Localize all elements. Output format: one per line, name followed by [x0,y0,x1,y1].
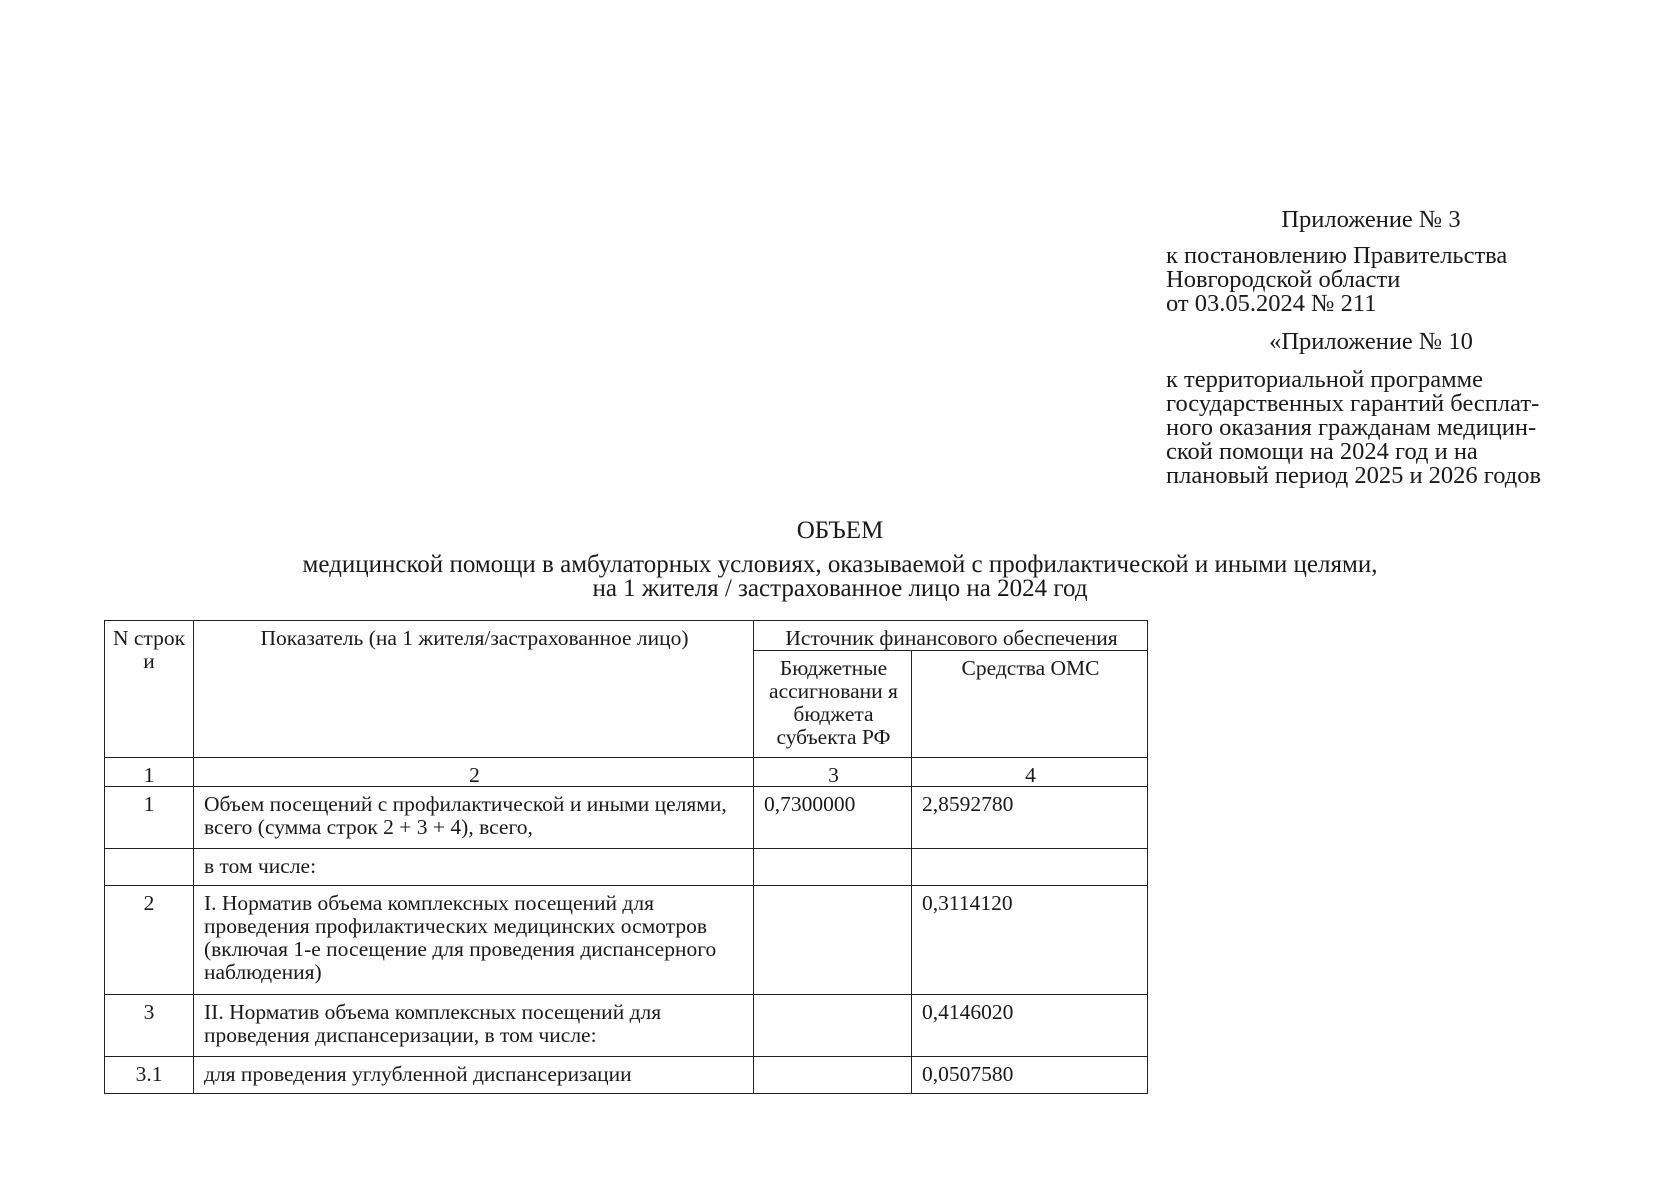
row-number-cell: 1 [105,787,194,849]
appendix-program-line-5: плановый период 2025 и 2026 годов [1166,462,1542,489]
table-header-row [105,621,1148,651]
appendix-number: Приложение № 3 [1281,206,1461,233]
appendix-program-line-3: ного оказания гражданам медицин- [1166,414,1537,441]
table-row [105,849,1148,886]
document-subtitle-line-2: на 1 жителя / застрахованное лицо на 2024 год [592,575,1088,602]
table-row [105,995,1148,1057]
budget-value-cell [754,886,912,995]
table-column-index-row [105,758,1148,787]
appendix-inner-number: «Приложение № 10 [1269,328,1473,355]
indicator-cell: Объем посещений с профилактической и иными целями, всего (сумма строк 2 + 3 + 4), всего, [194,787,754,849]
oms-value-cell: 0,4146020 [912,995,1148,1057]
oms-value-cell [912,849,1148,886]
document-title: ОБЪЕМ [796,517,884,544]
document-title-block [200,519,1480,601]
indicator-cell: в том числе: [194,849,754,886]
appendix-header [1166,208,1626,488]
table-row [105,787,1148,849]
oms-value-cell: 2,8592780 [912,787,1148,849]
appendix-date-line: от 03.05.2024 № 211 [1166,290,1377,317]
header-funding-source: Источник финансового обеспечения [754,621,1148,651]
appendix-program-line-4: ской помощи на 2024 год и на [1166,438,1478,465]
budget-value-cell: 0,7300000 [754,787,912,849]
header-indicator: Показатель (на 1 жителя/застрахованное лицо) [194,621,754,758]
header-row-number: N строк и [105,621,194,758]
budget-value-cell [754,995,912,1057]
column-index-cell: 2 [194,758,754,787]
oms-value-cell: 0,0507580 [912,1057,1148,1094]
column-index-cell: 3 [754,758,912,787]
oms-value-cell: 0,3114120 [912,886,1148,995]
appendix-to-line-1: к постановлению Правительства [1166,242,1508,269]
row-number-cell: 2 [105,886,194,995]
column-index-cell: 1 [105,758,194,787]
indicator-cell: для проведения углубленной диспансеризации [194,1057,754,1094]
budget-value-cell [754,1057,912,1094]
column-index-cell: 4 [912,758,1148,787]
budget-value-cell [754,849,912,886]
indicator-cell: I. Норматив объема комплексных посещений для проведения профилактических медицинских осмотров (включая 1-е посещение для проведения диспансерного наблюдения) [194,886,754,995]
appendix-program-line-2: государственных гарантий бесплат- [1166,390,1540,417]
header-oms: Средства ОМС [912,651,1148,758]
row-number-cell: 3 [105,995,194,1057]
document-subtitle-line-1: медицинской помощи в амбулаторных условиях, оказываемой с профилактической и иными целями, [302,551,1378,578]
header-budget: Бюджетные ассигновани я бюджета субъекта РФ [754,651,912,758]
indicator-cell: II. Норматив объема комплексных посещений для проведения диспансеризации, в том числе: [194,995,754,1057]
row-number-cell [105,849,194,886]
volume-table [104,620,1148,1094]
row-number-cell: 3.1 [105,1057,194,1094]
table-row [105,1057,1148,1094]
table-row [105,886,1148,995]
appendix-program-line-1: к территориальной программе [1166,366,1483,393]
appendix-to-line-2: Новгородской области [1166,266,1401,293]
